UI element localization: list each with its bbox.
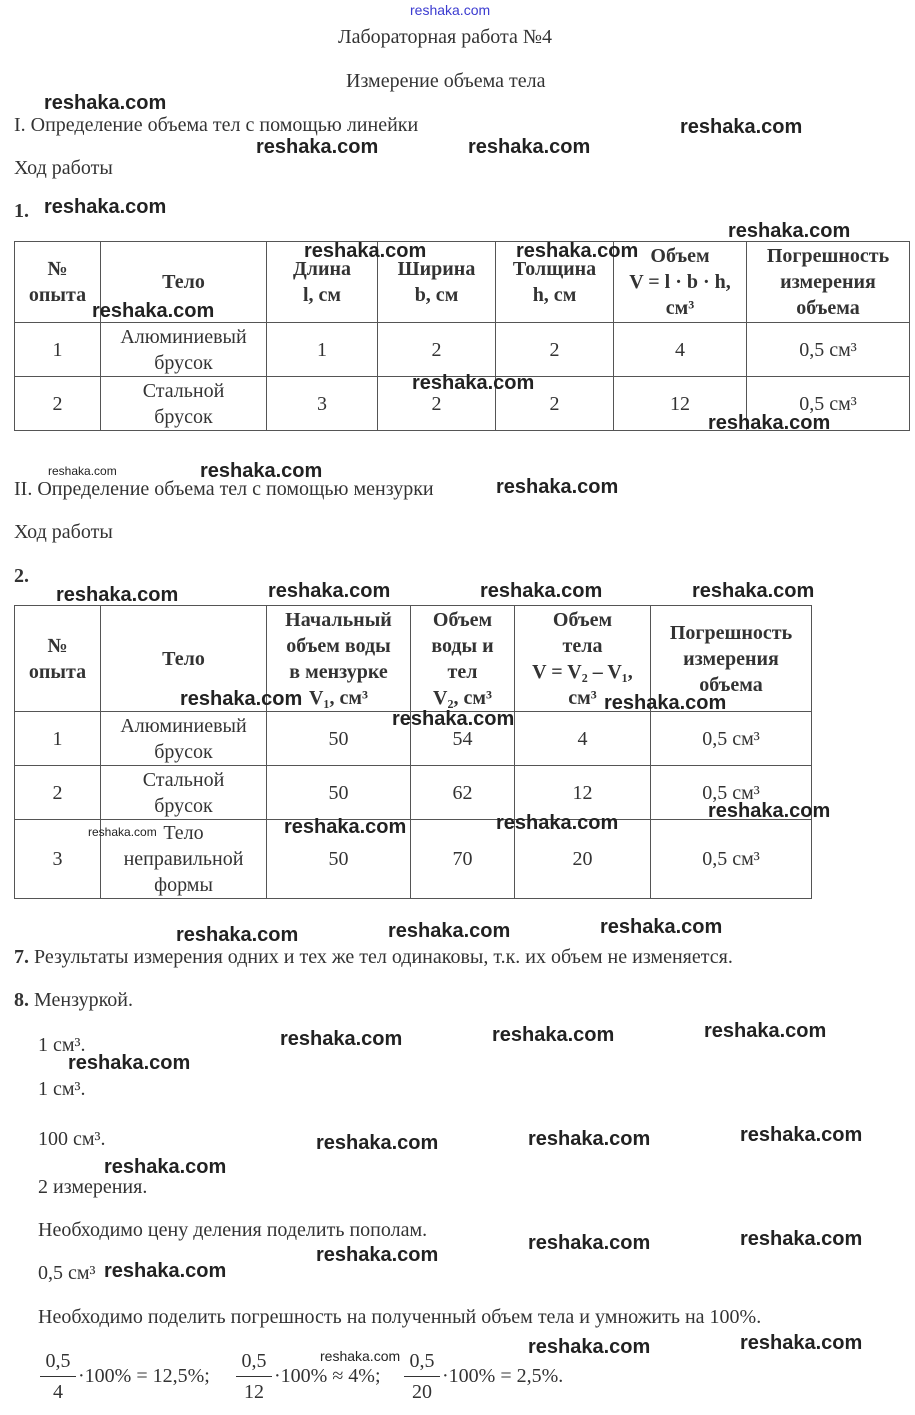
formula-part-1: ·100% = 12,5%; xyxy=(78,1365,210,1387)
header-body: Тело xyxy=(101,606,267,712)
watermark-link[interactable]: reshaka.com xyxy=(492,1024,615,1046)
header-error: Погрешность измерения объема xyxy=(747,242,910,323)
watermark-link-small[interactable]: reshaka.com xyxy=(48,464,117,478)
watermark-link-small[interactable]: reshaka.com xyxy=(88,825,157,839)
answer-7 xyxy=(14,946,733,969)
header-v1: Начальный объем воды в мензурке V₁, см³ xyxy=(267,606,411,712)
cell-v2: 62 xyxy=(411,766,515,820)
cell-error: 0,5 см³ xyxy=(747,323,910,377)
cell-body: Тело неправильной формы xyxy=(101,820,267,899)
watermark-link[interactable]: reshaka.com xyxy=(92,300,215,322)
answer-7-number: 7. xyxy=(14,946,29,968)
watermark-link[interactable]: reshaka.com xyxy=(44,196,167,218)
header-num: № опыта xyxy=(15,242,101,323)
fraction-3: 0,5 20 xyxy=(404,1348,440,1408)
answer-8 xyxy=(14,989,133,1012)
fraction-1: 0,5 4 xyxy=(40,1348,76,1408)
formula-part-2: ·100% ≈ 4%; xyxy=(274,1365,381,1387)
cell-num: 2 xyxy=(15,377,101,431)
answer-line-1: 1 см³. xyxy=(38,1034,86,1056)
watermark-link[interactable]: reshaka.com xyxy=(268,580,391,602)
cell-error: 0,5 см³ xyxy=(651,820,812,899)
cell-length: 3 xyxy=(267,377,378,431)
watermark-link[interactable]: reshaka.com xyxy=(56,584,179,606)
cell-num: 1 xyxy=(15,712,101,766)
watermark-link[interactable]: reshaka.com xyxy=(740,1332,863,1354)
watermark-link-small[interactable]: reshaka.com xyxy=(320,1348,401,1364)
header-thickness: Толщина h, см xyxy=(496,242,614,323)
watermark-link[interactable]: reshaka.com xyxy=(496,476,619,498)
header-v2: Объем воды и тел V₂, см³ xyxy=(411,606,515,712)
page-title: Лабораторная работа №4 xyxy=(338,26,552,48)
watermark-link[interactable]: reshaka.com xyxy=(316,1244,439,1266)
cell-error: 0,5 см³ xyxy=(747,377,910,431)
watermark-link[interactable]: reshaka.com xyxy=(44,92,167,114)
fraction-2: 0,5 12 xyxy=(236,1348,272,1408)
answer-7-text: Результаты измерения одних и тех же тел одинаковы, т.к. их объем не изменяется. xyxy=(34,946,733,968)
watermark-link[interactable]: reshaka.com xyxy=(708,412,831,434)
cell-volume: 20 xyxy=(515,820,651,899)
watermark-link[interactable]: reshaka.com xyxy=(304,240,427,262)
ruler-table xyxy=(14,241,910,431)
header-volume: Объем тела V = V₂ – V₁, см³ xyxy=(515,606,651,712)
part1-step: 1. xyxy=(14,200,29,222)
cell-v2: 54 xyxy=(411,712,515,766)
watermark-link[interactable]: reshaka.com xyxy=(528,1128,651,1150)
header-length: Длина l, см xyxy=(267,242,378,323)
watermark-link[interactable]: reshaka.com xyxy=(104,1260,227,1282)
answer-line-2: 1 см³. xyxy=(38,1078,86,1100)
watermark-link[interactable]: reshaka.com xyxy=(740,1124,863,1146)
answer-line-3: 100 см³. xyxy=(38,1128,106,1150)
header-num: № опыта xyxy=(15,606,101,712)
header-body: Тело xyxy=(101,242,267,323)
cell-volume: 12 xyxy=(614,377,747,431)
watermark-link[interactable]: reshaka.com xyxy=(412,372,535,394)
answer-line-4: 2 измерения. xyxy=(38,1176,148,1198)
watermark-link[interactable]: reshaka.com xyxy=(280,1028,403,1050)
watermark-link[interactable]: reshaka.com xyxy=(708,800,831,822)
answer-line-6: 0,5 см³ xyxy=(38,1262,96,1284)
part2-course: Ход работы xyxy=(14,521,113,543)
formula-part-3: ·100% = 2,5%. xyxy=(442,1365,564,1387)
cell-body: Стальной брусок xyxy=(101,377,267,431)
cell-length: 1 xyxy=(267,323,378,377)
beaker-table xyxy=(14,605,812,899)
part1-course: Ход работы xyxy=(14,157,113,179)
watermark-link[interactable]: reshaka.com xyxy=(256,136,379,158)
top-watermark[interactable]: reshaka.com xyxy=(410,2,491,18)
watermark-link[interactable]: reshaka.com xyxy=(600,916,723,938)
cell-volume: 12 xyxy=(515,766,651,820)
cell-thickness: 2 xyxy=(496,323,614,377)
watermark-link[interactable]: reshaka.com xyxy=(392,708,515,730)
watermark-link[interactable]: reshaka.com xyxy=(680,116,803,138)
watermark-link[interactable]: reshaka.com xyxy=(528,1336,651,1358)
watermark-link[interactable]: reshaka.com xyxy=(180,688,303,710)
answer-line-5: Необходимо цену деления поделить пополам. xyxy=(38,1219,428,1241)
cell-num: 1 xyxy=(15,323,101,377)
cell-error: 0,5 см³ xyxy=(651,712,812,766)
header-width: Ширина b, см xyxy=(378,242,496,323)
watermark-link[interactable]: reshaka.com xyxy=(528,1232,651,1254)
answer-8-text: Мензуркой. xyxy=(34,989,133,1011)
cell-volume: 4 xyxy=(614,323,747,377)
watermark-link[interactable]: reshaka.com xyxy=(480,580,603,602)
header-volume: Объем V = l · b · h, см³ xyxy=(614,242,747,323)
cell-num: 2 xyxy=(15,766,101,820)
watermark-link[interactable]: reshaka.com xyxy=(704,1020,827,1042)
watermark-link[interactable]: reshaka.com xyxy=(176,924,299,946)
answer-line-7: Необходимо поделить погрешность на полученный объем тела и умножить на 100%. xyxy=(38,1306,762,1328)
watermark-link[interactable]: reshaka.com xyxy=(728,220,851,242)
watermark-link[interactable]: reshaka.com xyxy=(316,1132,439,1154)
watermark-link[interactable]: reshaka.com xyxy=(388,920,511,942)
watermark-link[interactable]: reshaka.com xyxy=(104,1156,227,1178)
cell-error: 0,5 см³ xyxy=(651,766,812,820)
table-row xyxy=(15,323,910,377)
part2-heading: II. Определение объема тел с помощью мензурки xyxy=(14,478,434,500)
cell-width: 2 xyxy=(378,323,496,377)
cell-body: Алюминиевый брусок xyxy=(101,712,267,766)
part2-step: 2. xyxy=(14,565,29,587)
page-subtitle: Измерение объема тела xyxy=(346,70,546,92)
cell-body: Алюминиевый брусок xyxy=(101,323,267,377)
cell-num: 3 xyxy=(15,820,101,899)
cell-v1: 50 xyxy=(267,820,411,899)
cell-width: 2 xyxy=(378,377,496,431)
watermark-link[interactable]: reshaka.com xyxy=(692,580,815,602)
cell-volume: 4 xyxy=(515,712,651,766)
cell-v2: 70 xyxy=(411,820,515,899)
watermark-link[interactable]: reshaka.com xyxy=(468,136,591,158)
cell-body: Стальной брусок xyxy=(101,766,267,820)
watermark-link[interactable]: reshaka.com xyxy=(284,816,407,838)
watermark-link[interactable]: reshaka.com xyxy=(740,1228,863,1250)
watermark-link[interactable]: reshaka.com xyxy=(496,812,619,834)
watermark-link[interactable]: reshaka.com xyxy=(604,692,727,714)
watermark-link[interactable]: reshaka.com xyxy=(516,240,639,262)
cell-v1: 50 xyxy=(267,766,411,820)
answer-8-number: 8. xyxy=(14,989,29,1011)
header-error: Погрешность измерения объема xyxy=(651,606,812,712)
watermark-link[interactable]: reshaka.com xyxy=(68,1052,191,1074)
part1-heading: I. Определение объема тел с помощью линейки xyxy=(14,114,419,136)
watermark-link[interactable]: reshaka.com xyxy=(200,460,323,482)
cell-v1: 50 xyxy=(267,712,411,766)
table-row xyxy=(15,766,812,820)
cell-thickness: 2 xyxy=(496,377,614,431)
